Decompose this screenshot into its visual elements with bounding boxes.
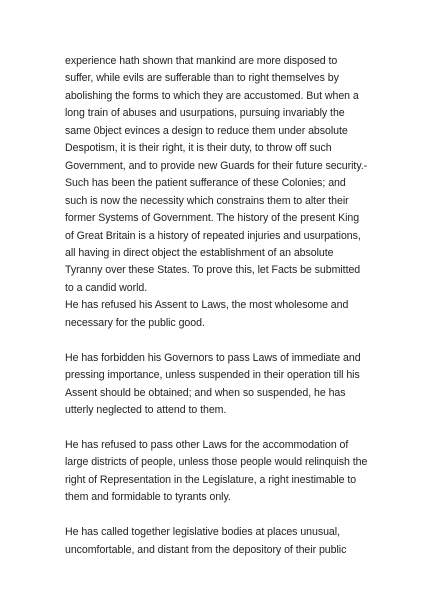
paragraph-spacer	[65, 507, 368, 524]
paragraph-experience: experience hath shown that mankind are more disposed to suffer, while evils are sufferable than to right themselves by abolishing the forms to which they are accustomed. But when a long train of abuses and usurpations, pursuing invariably the same 0bject evinces a design to reduce them under absolute Despotism, it is their right, it is their duty, to throw off such Government, and to provide new Guards for their future security.-Such has been the patient sufferance of these Colonies; and such is now the necessity which constrains them to alter their former Systems of Government. The history of the present King of Great Britain is a history of repeated injuries and usurpations, all having in direct object the establishment of an absolute Tyranny over these States. To prove this, let Facts be submitted to a candid world.	[65, 55, 368, 294]
paragraph-legislative-bodies: He has called together legislative bodies at places unusual, uncomfortable, and distant from the depository of their public	[65, 526, 347, 556]
paragraph-refused-assent: He has refused his Assent to Laws, the most wholesome and necessary for the public good.	[65, 299, 349, 329]
paragraph-spacer	[65, 332, 368, 349]
paragraph-refused-other-laws: He has refused to pass other Laws for the accommodation of large districts of people, unless those people would relinquish the right of Representation in the Legislature, a right inestimable to them and formidable to tyrants only.	[65, 438, 368, 504]
paragraph-forbidden-governors: He has forbidden his Governors to pass Laws of immediate and pressing importance, unless suspended in their operation till his Assent should be obtained; and when so suspended, he has utterly neglected to attend to them.	[65, 351, 361, 417]
document-body	[65, 53, 368, 559]
paragraph-spacer	[65, 420, 368, 437]
